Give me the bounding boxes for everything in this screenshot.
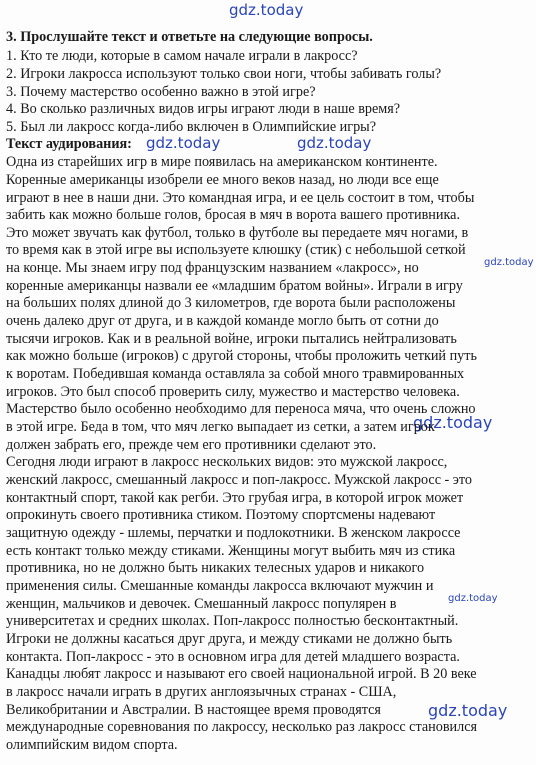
question: 1. Кто те люди, которые в самом начале играли в лакросс? — [6, 48, 358, 64]
text-heading: Текст аудирования: — [6, 136, 132, 152]
watermark: gdz.today — [413, 413, 493, 432]
text-line: Мастерство было особенно необходимо для переноса мяча, что очень сложно — [6, 401, 476, 417]
watermark: gdz.today — [484, 257, 534, 268]
text-line: в лакросс начали играть в других англоязычных странах - США, — [6, 684, 397, 700]
text-line: опрокинуть своего противника стиком. Поэтому спортсмены надевают — [6, 507, 436, 523]
text-line: как можно больше (игроков) с другой стороны, чтобы проложить четкий путь — [6, 348, 477, 364]
question: 5. Был ли лакросс когда-либо включен в Олимпийские игры? — [6, 119, 376, 135]
text-line: в этой игре. Беда в том, что мяч легко выпадает из сетки, а затем игрок — [6, 419, 435, 435]
text-line: Игроки не должны касаться друг друга, и между стиками не должно быть — [6, 631, 453, 647]
watermark: gdz.today — [448, 593, 498, 604]
text-line: международные соревнования по лакроссу, несколько раз лакросс становился — [6, 719, 478, 735]
text-line: Коренные американцы изобрели ее много веков назад, но люди все еще — [6, 172, 439, 188]
text-line: олимпийским видом спорта. — [6, 737, 178, 753]
text-line: Одна из старейших игр в мире появилась на американском континенте. — [6, 154, 438, 170]
text-line: есть контакт только между стиками. Женщины могут выбить мяч из стика — [6, 543, 456, 559]
text-line: Сегодня люди играют в лакросс нескольких видов: это мужской лакросс, — [6, 454, 448, 470]
watermark: gdz.today — [146, 134, 221, 152]
text-line: контакта. Поп-лакросс - это в основном игра для детей младшего возраста. — [6, 649, 460, 665]
text-line: играют в нее в наши дни. Это командная игра, и ее цель состоит в том, чтобы — [6, 190, 475, 206]
text-line: на больших полях длиной до 3 километров, где ворота были расположены — [6, 295, 456, 311]
watermark: gdz.today — [428, 701, 508, 720]
text-line: коренные американцы назвали ее «младшим братом войны». Играли в игру — [6, 278, 463, 294]
watermark-top: gdz.today — [229, 1, 304, 19]
text-line: женский лакросс, смешанный лакросс и поп-лакросс. Мужской лакросс - это — [6, 472, 473, 488]
text-line: Великобритании и Австралии. В настоящее время проводятся — [6, 702, 381, 718]
text-line: тысячи игроков. Как и в реальной войне, игроки пытались нейтрализовать — [6, 331, 457, 347]
text-line: должен забрать его, прежде чем его противники сделают это. — [6, 437, 377, 453]
text-line: игроков. Это был способ проверить силу, мужество и мастерство человека. — [6, 384, 460, 400]
question: 2. Игроки лакросса используют только свои ноги, чтобы забивать голы? — [6, 66, 442, 82]
text-line: контактный спорт, такой как регби. Это грубая игра, в которой игрок может — [6, 490, 464, 506]
exercise-heading: 3. Прослушайте текст и ответьте на следующие вопросы. — [6, 29, 373, 45]
question: 4. Во сколько различных видов игры играют люди в наше время? — [6, 101, 401, 117]
text-line: забить как можно больше голов, бросая в мяч в ворота вашего противника. — [6, 207, 460, 223]
text-line: Канадцы любят лакросс и называют его своей национальной игрой. В 20 веке — [6, 666, 477, 682]
text-line: защитную одежду - шлемы, перчатки и подлокотники. В женском лакроссе — [6, 525, 461, 541]
text-line: то время как в этой игре вы используете клюшку (стик) с небольшой сеткой — [6, 242, 466, 258]
text-line: Это может звучать как футбол, только в футболе вы передаете мяч ногами, в — [6, 225, 469, 241]
text-line: применения силы. Смешанные команды лакросса включают мужчин и — [6, 578, 434, 594]
question: 3. Почему мастерство особенно важно в этой игре? — [6, 84, 316, 100]
text-line: противника, но не должно быть никаких телесных ударов и никакого — [6, 560, 425, 576]
text-line: к воротам. Победившая команда оставляла за собой много травмированных — [6, 366, 465, 382]
text-line: университетах и средних школах. Поп-лакросс полностью бесконтактный. — [6, 613, 459, 629]
text-line: женщин, мальчиков и девочек. Смешанный лакросс популярен в — [6, 596, 397, 612]
text-line: на конце. Мы знаем игру под французским названием «лакросс», но — [6, 260, 419, 276]
text-line: очень далеко друг от друга, и в каждой команде могло быть от сотни до — [6, 313, 439, 329]
watermark: gdz.today — [297, 134, 372, 152]
